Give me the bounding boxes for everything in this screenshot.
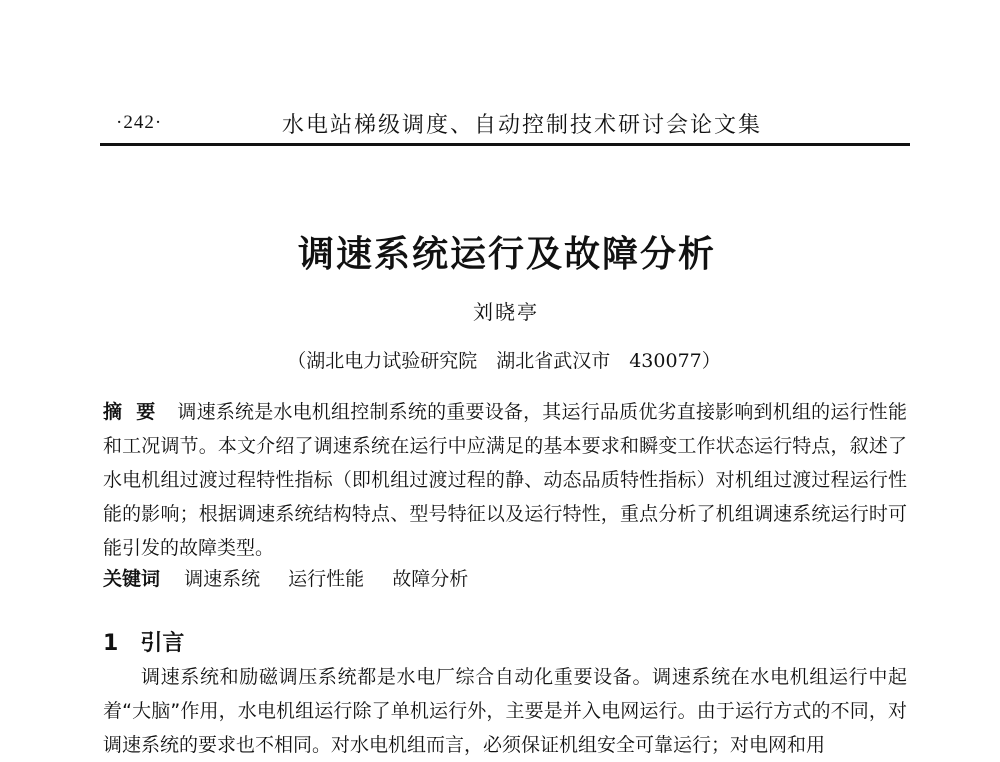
- section-title: 引言: [140, 631, 185, 656]
- author-affiliation: （湖北电力试验研究院 湖北省武汉市 430077）: [287, 350, 721, 372]
- paper-author: 刘晓亭: [473, 300, 539, 324]
- keyword-item: 调速系统: [184, 568, 261, 590]
- abstract-text: 调速系统是水电机组控制系统的重要设备，其运行品质优劣直接影响到机组的运行性能和工况调节。本文介绍了调速系统在运行中应满足的基本要求和瞬变工作状态运行特点，叙述了水电机组过渡过程特性指标（即机组过渡过程的静、动态品质特性指标）对机组过渡过程运行性能的影响；根据调速系统结构特点、型号特征以及运行特性，重点分析了机组调速系统运行时可能引发的故障类型。: [103, 401, 907, 559]
- keywords-label: 关键词: [103, 568, 161, 590]
- page-number: ·242·: [116, 112, 163, 133]
- section-body-text: 调速系统和励磁调压系统都是水电厂综合自动化重要设备。调速系统在水电机组运行中起着“大脑”作用，水电机组运行除了单机运行外，主要是并入电网运行。由于运行方式的不同，对调速系统的要求也不相同。对水电机组而言，必须保证机组安全可靠运行；对电网和用: [103, 666, 907, 756]
- keyword-item: 故障分析: [392, 568, 469, 590]
- header-rule: [100, 143, 910, 146]
- keywords: [103, 562, 907, 596]
- paper-title: 调速系统运行及故障分析: [297, 233, 716, 275]
- section-heading: [103, 626, 184, 657]
- abstract-label: 摘要: [103, 401, 170, 423]
- journal-title: 水电站梯级调度、自动控制技术研讨会论文集: [282, 113, 763, 138]
- running-header: [100, 104, 910, 144]
- section-number: 1: [103, 631, 119, 656]
- keyword-item: 运行性能: [288, 568, 365, 590]
- abstract: [103, 395, 907, 565]
